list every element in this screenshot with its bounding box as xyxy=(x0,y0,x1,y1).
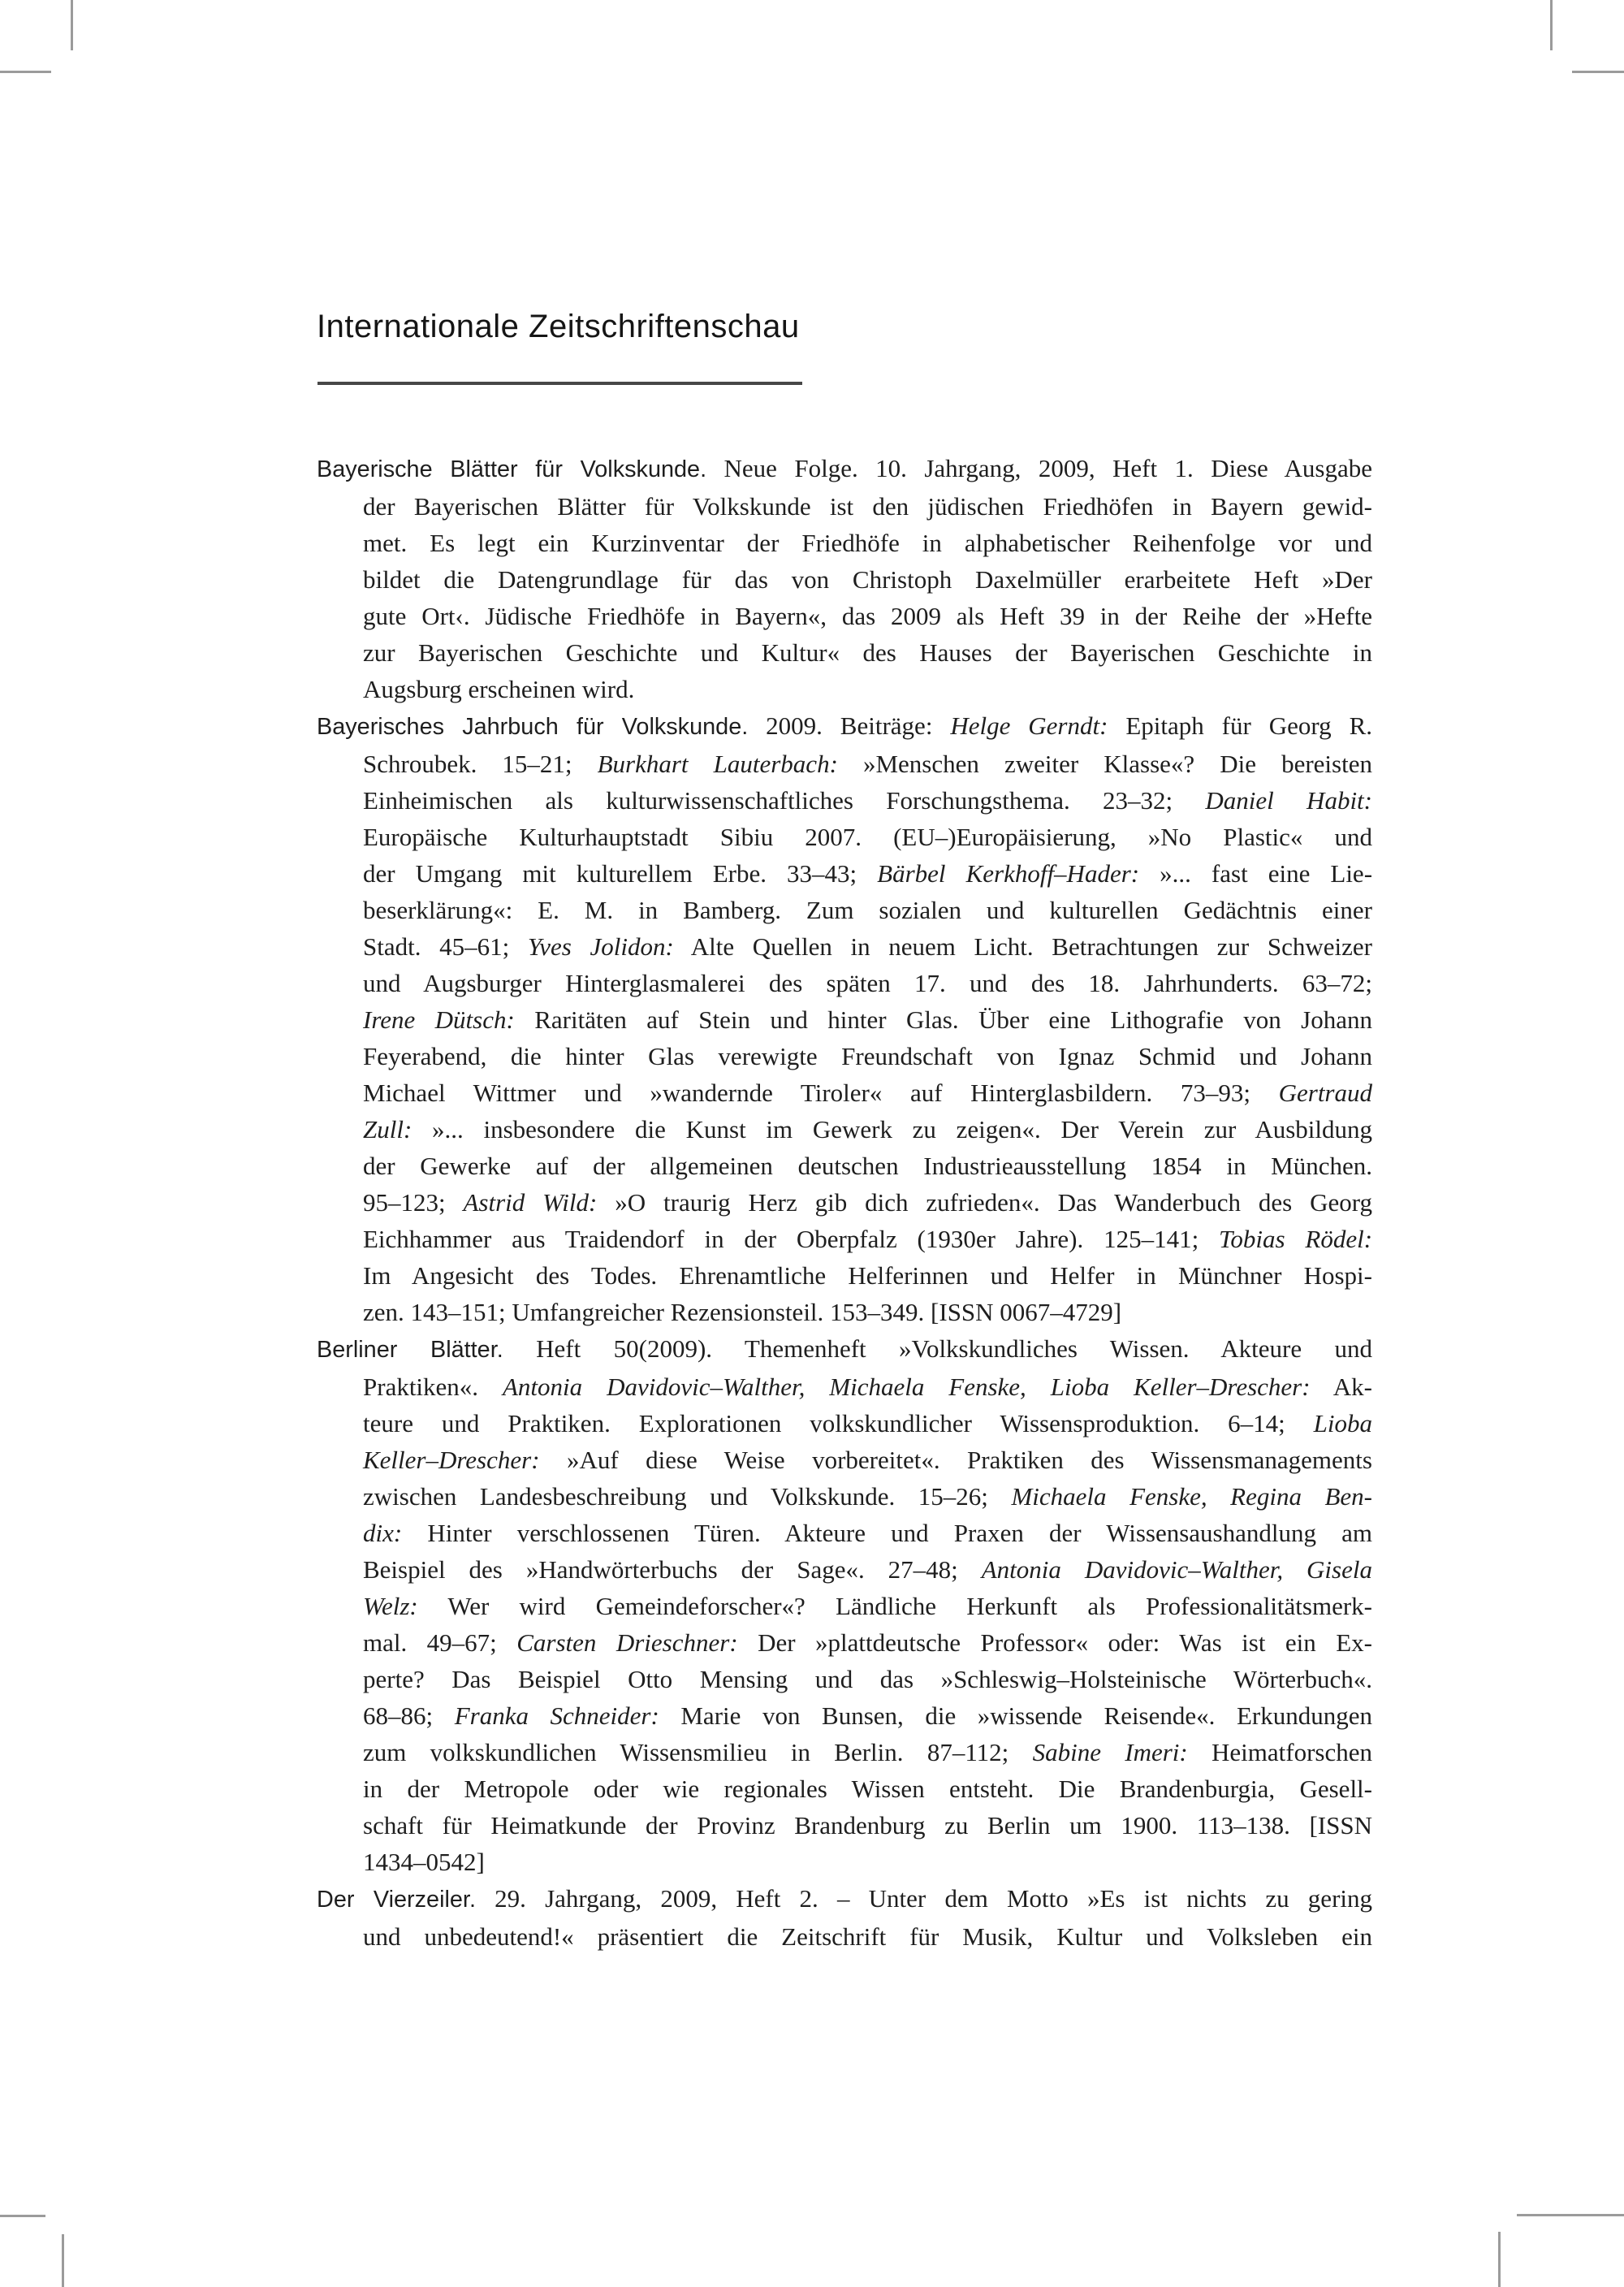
author-name: Tobias Rödel: xyxy=(1219,1225,1373,1253)
body-text: Michael Wittmer und »wandernde Tiroler« auf Hinterglasbildern. 73–93; xyxy=(363,1079,1279,1107)
text-line xyxy=(317,634,1372,671)
author-name: Antonia Davidovic–Walther, Gisela xyxy=(981,1555,1372,1584)
body-text: teure und Praktiken. Explorationen volkskundlicher Wissensproduktion. 6–14; xyxy=(363,1409,1314,1437)
body-text: »... fast eine Lie- xyxy=(1139,859,1373,888)
body-text: Stadt. 45–61; xyxy=(363,932,528,961)
text-line xyxy=(317,1074,1372,1111)
body-text: Heft 50(2009). Themenheft »Volkskundliches Wissen. Akteure und xyxy=(503,1334,1372,1363)
body-text: Wer wird Gemeindeforscher«? Ländliche Herkunft als Professionalitätsmerk- xyxy=(417,1592,1372,1620)
body-text: Praktiken«. xyxy=(363,1373,503,1401)
text-line xyxy=(317,746,1372,782)
text-line xyxy=(317,1257,1372,1294)
author-name: Franka Schneider: xyxy=(454,1701,659,1730)
body-text: der Bayerischen Blätter für Volkskunde ist den jüdischen Friedhöfen in Bayern gewid- xyxy=(363,492,1372,521)
crop-mark-bottom-left-vertical xyxy=(62,2234,64,2287)
author-name: Welz: xyxy=(363,1592,418,1620)
crop-mark-bottom-right-horizontal xyxy=(1517,2214,1624,2216)
body-text: Beispiel des »Handwörterbuchs der Sage«. 27–48; xyxy=(363,1555,982,1584)
journal-title: Bayerisches Jahrbuch für Volkskunde. xyxy=(317,714,749,740)
body-text: Neue Folge. 10. Jahrgang, 2009, Heft 1. Diese Ausgabe xyxy=(706,454,1372,482)
body-text: schaft für Heimatkunde der Provinz Brandenburg zu Berlin um 1900. 113–138. [ISSN xyxy=(363,1811,1372,1840)
text-line xyxy=(317,965,1372,1001)
text-line xyxy=(317,488,1372,525)
author-name: Sabine Imeri: xyxy=(1032,1738,1188,1766)
body-text: perte? Das Beispiel Otto Mensing und das »Schleswig–Holsteinische Wörterbuch«. xyxy=(363,1665,1372,1693)
body-text: und unbedeutend!« präsentiert die Zeitschrift für Musik, Kultur und Volksleben ein xyxy=(363,1922,1372,1951)
text-line xyxy=(317,1624,1372,1661)
text-line xyxy=(317,707,1372,746)
body-text: 2009. Beiträge: xyxy=(748,711,951,740)
body-text: beserklärung«: E. M. in Bamberg. Zum sozialen und kulturellen Gedächtnis einer xyxy=(363,896,1372,924)
body-text: bildet die Datengrundlage für das von Christoph Daxelmüller erarbeitete Heft »Der xyxy=(363,565,1372,594)
crop-mark-top-right-horizontal xyxy=(1572,71,1624,73)
text-line xyxy=(317,1001,1372,1038)
author-name: Antonia Davidovic–Walther, Michaela Fenske, Lioba Keller–Drescher: xyxy=(503,1373,1311,1401)
text-line xyxy=(317,1368,1372,1405)
body-text: Alte Quellen in neuem Licht. Betrachtungen zur Schweizer xyxy=(673,932,1372,961)
text-line xyxy=(317,525,1372,561)
body-text: »... insbesondere die Kunst im Gewerk zu zeigen«. Der Verein zur Ausbildung xyxy=(412,1115,1372,1144)
body-text: Feyerabend, die hinter Glas verewigte Freundschaft von Ignaz Schmid und Johann xyxy=(363,1042,1372,1070)
author-name: Bärbel Kerkhoff–Hader: xyxy=(877,859,1140,888)
body-text: zen. 143–151; Umfangreicher Rezensionsteil. 153–349. [ISSN 0067–4729] xyxy=(363,1298,1122,1326)
author-name: Burkhart Lauterbach: xyxy=(597,750,838,778)
journal-entry xyxy=(317,1330,1372,1880)
crop-mark-top-right-vertical xyxy=(1550,0,1553,50)
body-text: in der Metropole oder wie regionales Wissen entsteht. Die Brandenburgia, Gesell- xyxy=(363,1775,1372,1803)
body-text: Einheimischen als kulturwissenschaftliches Forschungsthema. 23–32; xyxy=(363,786,1206,815)
text-line xyxy=(317,782,1372,819)
body-text: Eichhammer aus Traidendorf in der Oberpfalz (1930er Jahre). 125–141; xyxy=(363,1225,1219,1253)
text-line xyxy=(317,1478,1372,1515)
body-text: »Auf diese Weise vorbereitet«. Praktiken des Wissensmanagements xyxy=(539,1446,1372,1474)
text-line xyxy=(317,1221,1372,1257)
body-text: Europäische Kulturhauptstadt Sibiu 2007. (EU–)Europäisierung, »No Plastic« und xyxy=(363,823,1372,851)
text-line xyxy=(317,561,1372,598)
author-name: Helge Gerndt: xyxy=(950,711,1108,740)
page-heading: Internationale Zeitschriftenschau xyxy=(317,309,800,344)
text-line xyxy=(317,1807,1372,1844)
body-text: 95–123; xyxy=(363,1188,464,1217)
text-line xyxy=(317,1661,1372,1697)
body-text: Der »plattdeutsche Professor« oder: Was ist ein Ex- xyxy=(737,1628,1372,1657)
author-name: Michaela Fenske, Regina Ben- xyxy=(1011,1482,1373,1511)
author-name: Yves Jolidon: xyxy=(527,932,674,961)
crop-mark-bottom-left-horizontal xyxy=(0,2215,45,2217)
text-line xyxy=(317,1038,1372,1074)
text-line xyxy=(317,1294,1372,1330)
text-line xyxy=(317,671,1372,707)
author-name: Zull: xyxy=(363,1115,412,1144)
text-line xyxy=(317,1405,1372,1442)
text-line xyxy=(317,892,1372,928)
text-line xyxy=(317,1588,1372,1624)
text-line xyxy=(317,450,1372,488)
journal-title: Bayerische Blätter für Volkskunde. xyxy=(317,456,707,482)
text-line xyxy=(317,819,1372,855)
author-name: Lioba xyxy=(1313,1409,1372,1437)
text-line xyxy=(317,1330,1372,1368)
body-text: Raritäten auf Stein und hinter Glas. Über eine Lithografie von Johann xyxy=(514,1005,1372,1034)
text-line xyxy=(317,1734,1372,1770)
text-line xyxy=(317,855,1372,892)
heading-rule xyxy=(317,382,802,385)
crop-mark-top-left-vertical xyxy=(71,0,73,50)
author-name: Keller–Drescher: xyxy=(363,1446,540,1474)
body-text: 29. Jahrgang, 2009, Heft 2. – Unter dem Motto »Es ist nichts zu gering xyxy=(475,1884,1372,1913)
body-text: Epitaph für Georg R. xyxy=(1108,711,1372,740)
body-text: Ak- xyxy=(1310,1373,1373,1401)
text-line xyxy=(317,1111,1372,1148)
body-text: zur Bayerischen Geschichte und Kultur« des Hauses der Bayerischen Geschichte in xyxy=(363,638,1372,667)
text-line xyxy=(317,1770,1372,1807)
text-line xyxy=(317,1844,1372,1880)
text-line xyxy=(317,1697,1372,1734)
crop-mark-bottom-right-vertical xyxy=(1498,2232,1501,2287)
text-line xyxy=(317,1442,1372,1478)
body-text: Im Angesicht des Todes. Ehrenamtliche Helferinnen und Helfer in Münchner Hospi- xyxy=(363,1261,1372,1290)
body-text: Schroubek. 15–21; xyxy=(363,750,598,778)
journal-entry xyxy=(317,707,1372,1330)
body-text: »O traurig Herz gib dich zufrieden«. Das Wanderbuch des Georg xyxy=(597,1188,1372,1217)
body-text: zum volkskundlichen Wissensmilieu in Berlin. 87–112; xyxy=(363,1738,1033,1766)
text-line xyxy=(317,1184,1372,1221)
body-text: Heimatforschen xyxy=(1187,1738,1372,1766)
text-line xyxy=(317,1918,1372,1955)
text-line xyxy=(317,1515,1372,1551)
text-line xyxy=(317,1880,1372,1918)
body-text: der Gewerke auf der allgemeinen deutschen Industrieausstellung 1854 in München. xyxy=(363,1152,1372,1180)
author-name: Carsten Drieschner: xyxy=(516,1628,738,1657)
journal-title: Der Vierzeiler. xyxy=(317,1887,476,1913)
body-text: »Menschen zweiter Klasse«? Die bereisten xyxy=(837,750,1372,778)
body-text: Augsburg erscheinen wird. xyxy=(363,675,635,703)
body-text: der Umgang mit kulturellem Erbe. 33–43; xyxy=(363,859,878,888)
author-name: Astrid Wild: xyxy=(463,1188,598,1217)
body-text: met. Es legt ein Kurzinventar der Friedhöfe in alphabetischer Reihenfolge vor und xyxy=(363,529,1372,557)
body-text: mal. 49–67; xyxy=(363,1628,517,1657)
body-text: Hinter verschlossenen Türen. Akteure und Praxen der Wissensaushandlung am xyxy=(402,1519,1372,1547)
text-line xyxy=(317,928,1372,965)
text-line xyxy=(317,1148,1372,1184)
text-line xyxy=(317,598,1372,634)
body-text: 68–86; xyxy=(363,1701,455,1730)
journal-entry xyxy=(317,450,1372,707)
text-line xyxy=(317,1551,1372,1588)
body-text: 1434–0542] xyxy=(363,1848,485,1876)
journal-entry xyxy=(317,1880,1372,1955)
body-text: gute Ort‹. Jüdische Friedhöfe in Bayern«, das 2009 als Heft 39 in der Reihe der »Hefte xyxy=(363,602,1372,630)
crop-mark-top-left-horizontal xyxy=(0,71,51,73)
body-text: und Augsburger Hinterglasmalerei des späten 17. und des 18. Jahrhunderts. 63–72; xyxy=(363,969,1372,997)
body-text: Marie von Bunsen, die »wissende Reisende«. Erkundungen xyxy=(659,1701,1372,1730)
author-name: Irene Dütsch: xyxy=(363,1005,515,1034)
body-text: zwischen Landesbeschreibung und Volkskunde. 15–26; xyxy=(363,1482,1012,1511)
journal-title: Berliner Blätter. xyxy=(317,1337,503,1363)
author-name: dix: xyxy=(363,1519,403,1547)
author-name: Gertraud xyxy=(1278,1079,1372,1107)
author-name: Daniel Habit: xyxy=(1205,786,1372,815)
entries-list xyxy=(317,450,1372,1955)
